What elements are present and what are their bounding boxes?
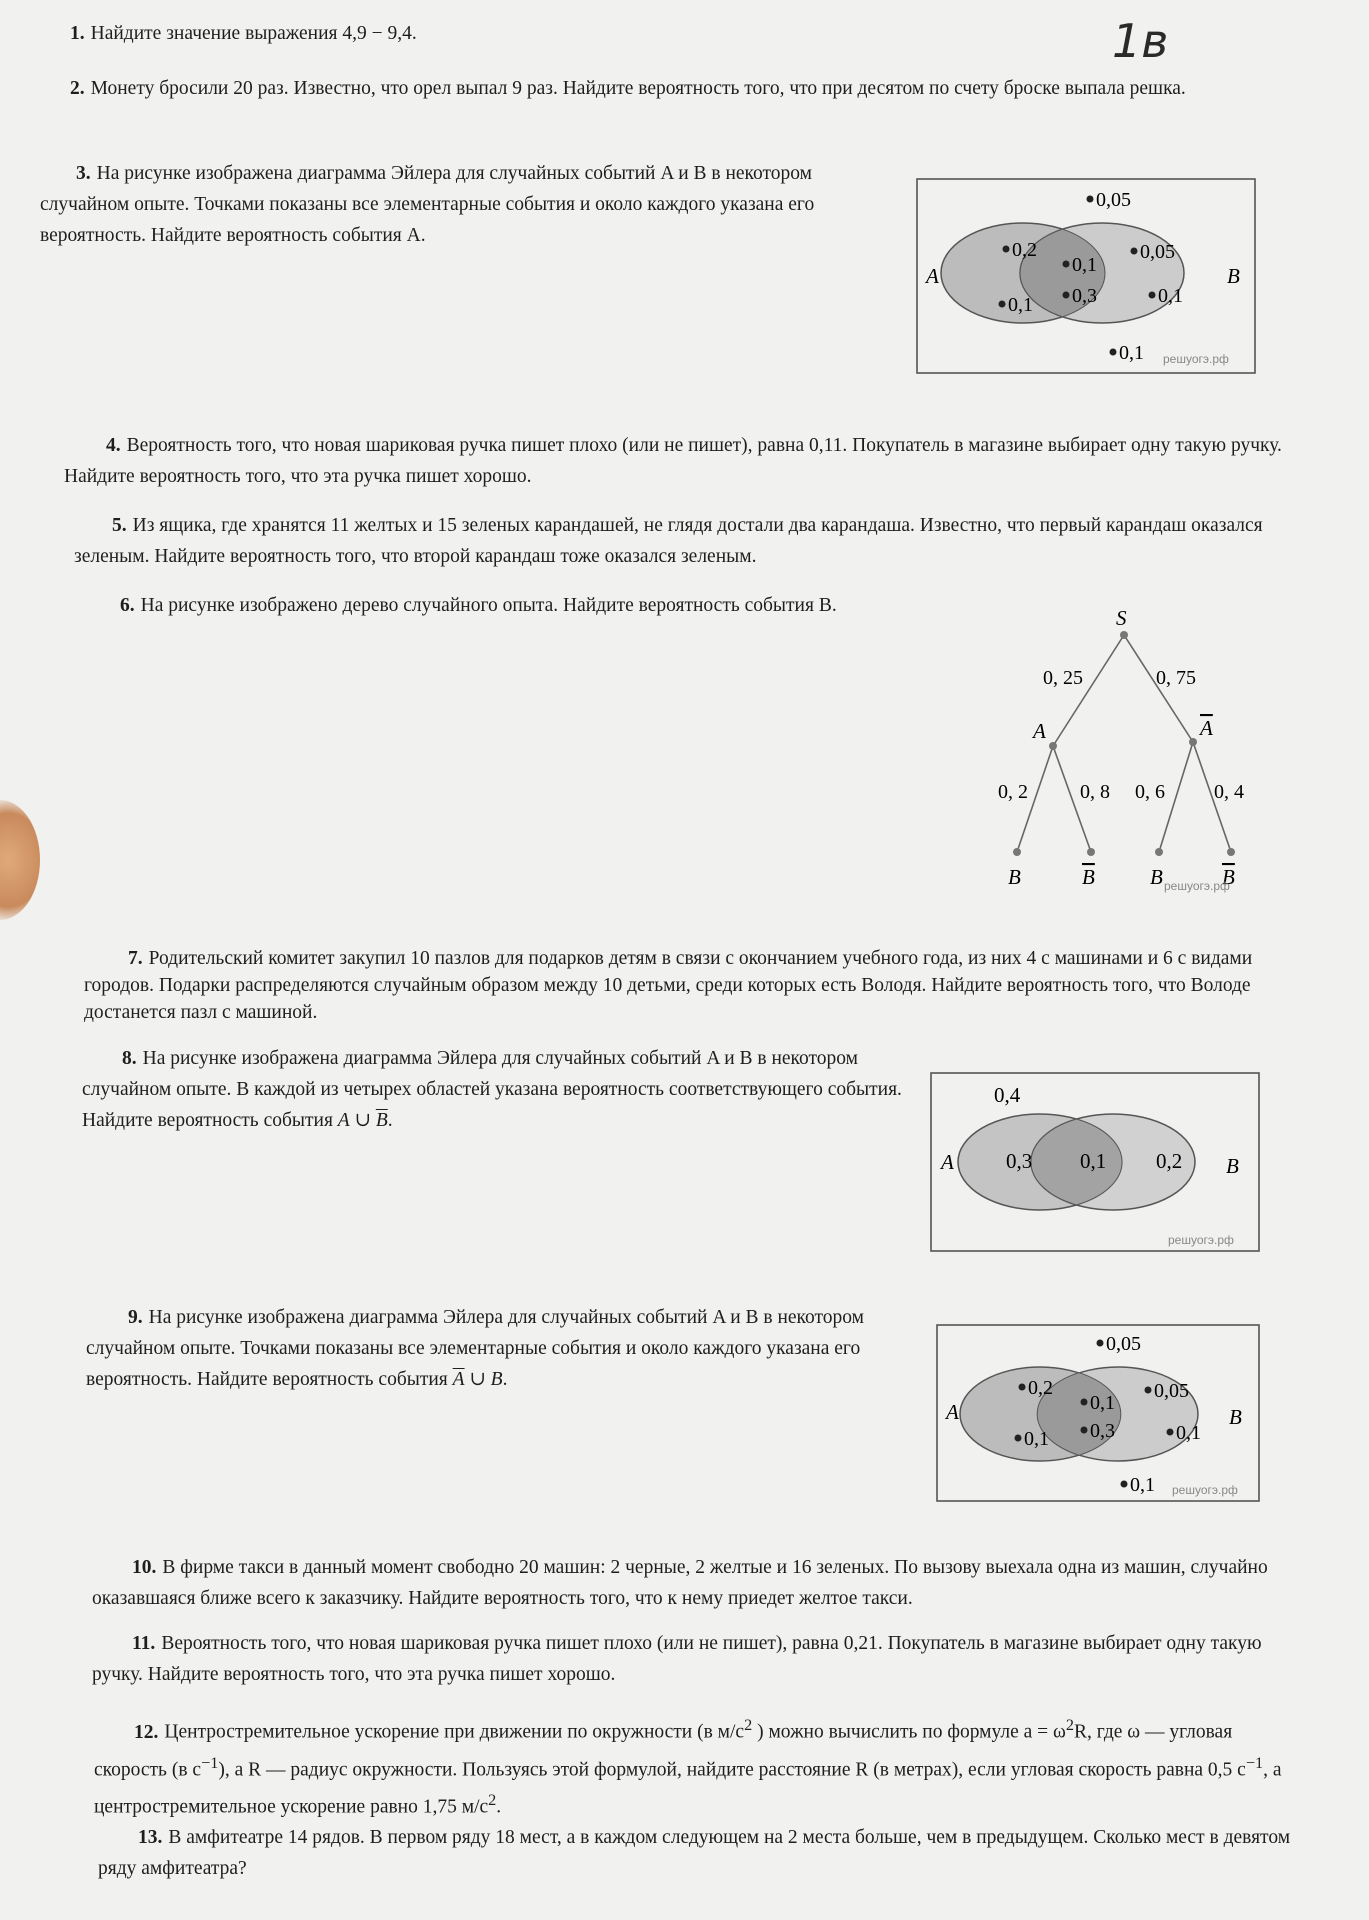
task-number: 6. — [120, 595, 135, 616]
leaf-b-bar-1: B — [1082, 865, 1095, 889]
prob-outside-top: 0,05 — [1106, 1333, 1141, 1355]
task-text-end: . — [502, 1369, 508, 1390]
prob-a-only: 0,3 — [1006, 1149, 1033, 1173]
task-text: Родительский комитет закупил 10 пазлов для подарков детям в связи с окончанием учебного года, из них 4 с машинами и 6 с видами городов. Подарки распределяются случайным образом между 10 детьми, среди которых есть Володя. Найдите вероятность того, что Володе достанется пазл с машиной. — [84, 948, 1253, 1023]
task-number: 11. — [132, 1633, 156, 1654]
probability-tree-task-6 — [980, 602, 1270, 902]
label-a: A — [926, 264, 939, 288]
expr-b-complement: $\overline{B}$ — [375, 1110, 388, 1131]
prob-b-only-1: 0,05 — [1140, 241, 1175, 263]
prob-outside-bottom: 0,1 — [1130, 1474, 1155, 1496]
superscript: 2 — [488, 1791, 497, 1809]
task-number: 5. — [112, 515, 127, 536]
expr-a-complement: $\overline{A}$ — [452, 1369, 465, 1390]
leaf-b-2: B — [1150, 865, 1163, 889]
prob-a-only-1: 0,2 — [1012, 239, 1037, 261]
task-number: 2. — [70, 78, 85, 99]
task-number: 8. — [122, 1048, 137, 1069]
prob-intersection: 0,1 — [1080, 1149, 1107, 1173]
task-10 — [92, 1552, 1292, 1614]
prob-a-only-1: 0,2 — [1028, 1377, 1053, 1399]
prob-b-only: 0,2 — [1156, 1149, 1183, 1173]
label-b: B — [1229, 1405, 1242, 1429]
task-text: Монету бросили 20 раз. Известно, что орел выпал 9 раз. Найдите вероятность того, что при десятом по счету броске выпала решка. — [90, 78, 1186, 99]
prob-outside-top: 0,05 — [1096, 189, 1131, 211]
expr-union: ∪ — [464, 1369, 491, 1390]
task-number: 12. — [134, 1721, 159, 1743]
node-a: A — [1033, 719, 1046, 743]
task-12 — [94, 1710, 1294, 1823]
prob-a-bar-to-b-bar: 0, 4 — [1214, 781, 1244, 803]
task-text: На рисунке изображено дерево случайного опыта. Найдите вероятность события B. — [140, 595, 837, 616]
euler-diagram-task-8 — [930, 1072, 1260, 1252]
label-b: B — [1226, 1154, 1239, 1178]
superscript: 2 — [1065, 1716, 1075, 1734]
prob-a-only-2: 0,1 — [1024, 1428, 1049, 1450]
label-a: A — [946, 1400, 959, 1424]
watermark: решуогэ.рф — [1163, 352, 1229, 366]
task-number: 1. — [70, 23, 85, 44]
prob-intersection-1: 0,1 — [1072, 254, 1097, 276]
prob-b-only-2: 0,1 — [1158, 285, 1183, 307]
task-9 — [86, 1302, 918, 1395]
task-text: Вероятность того, что новая шариковая ручка пишет плохо (или не пишет), равна 0,21. Покупатель в магазине выбирает одну такую ручку. Найдите вероятность того, что эта ручка пишет хорошо. — [92, 1633, 1262, 1685]
prob-a-to-b-bar: 0, 8 — [1080, 781, 1110, 803]
task-text-1: Центростремительное ускорение при движении по окружности (в м/с — [164, 1721, 745, 1743]
task-number: 7. — [128, 948, 143, 969]
task-2 — [34, 73, 1284, 104]
label-a: A — [941, 1150, 954, 1174]
prob-b-only-1: 0,05 — [1154, 1380, 1189, 1402]
prob-outside-bottom: 0,1 — [1119, 342, 1144, 364]
task-1 — [70, 18, 1250, 49]
prob-s-to-a: 0, 25 — [1043, 667, 1083, 689]
node-s: S — [1116, 606, 1127, 630]
task-number: 4. — [106, 435, 121, 456]
leaf-b-1: B — [1008, 865, 1021, 889]
prob-a-bar-to-b: 0, 6 — [1135, 781, 1165, 803]
leaf-b-bar-2: B — [1222, 865, 1235, 889]
task-text-3: R, где ω — угловая скорость (в с — [94, 1721, 1233, 1780]
task-text: Найдите значение выражения 4,9 − 9,4. — [90, 23, 417, 44]
task-13 — [98, 1822, 1298, 1884]
task-text: На рисунке изображена диаграмма Эйлера для случайных событий A и B в некотором случайном опыте. Точками показаны все элементарные события и около каждого указана его вероятность. Найдите вероятность события — [86, 1307, 865, 1390]
task-number: 3. — [76, 163, 91, 184]
superscript: −1 — [201, 1753, 219, 1772]
euler-diagram-task-3 — [916, 178, 1256, 374]
task-8 — [82, 1043, 914, 1136]
task-text-2: ) можно вычислить по формуле a = ω — [752, 1721, 1066, 1743]
expr-a: A — [337, 1110, 350, 1131]
task-11 — [92, 1628, 1292, 1690]
superscript: −1 — [1245, 1753, 1264, 1772]
task-7 — [84, 945, 1284, 1026]
expr-union: ∪ — [349, 1110, 376, 1131]
prob-intersection-2: 0,3 — [1072, 285, 1097, 307]
handwritten-variant-mark: 1в — [1112, 14, 1169, 68]
euler-diagram-task-9 — [936, 1324, 1260, 1502]
expr-b: B — [490, 1369, 503, 1390]
task-6 — [120, 590, 920, 621]
task-text: На рисунке изображена диаграмма Эйлера для случайных событий A и B в некотором случайном опыте. Точками показаны все элементарные события и около каждого указана его вероятность. Найдите вероятность события A. — [40, 163, 815, 246]
task-number: 13. — [138, 1827, 163, 1848]
task-5 — [74, 510, 1296, 572]
task-text: Из ящика, где хранятся 11 желтых и 15 зеленых карандашей, не глядя достали два карандаша. Известно, что первый карандаш оказался зеленым. Найдите вероятность того, что второй карандаш тоже оказался зеленым. — [74, 515, 1263, 567]
finger-shadow — [0, 800, 40, 920]
task-text-end: . — [387, 1110, 393, 1131]
task-text: На рисунке изображена диаграмма Эйлера для случайных событий A и B в некотором случайном опыте. В каждой из четырех областей указана вероятность соответствующего события. Найдите вероятность события — [82, 1048, 902, 1131]
prob-s-to-a-bar: 0, 75 — [1156, 667, 1196, 689]
label-b: B — [1227, 264, 1240, 288]
prob-a-to-b: 0, 2 — [998, 781, 1028, 803]
task-text-6: . — [496, 1796, 502, 1818]
prob-outside: 0,4 — [994, 1083, 1021, 1107]
task-number: 10. — [132, 1557, 157, 1578]
watermark: решуогэ.рф — [1168, 1233, 1234, 1247]
task-4 — [64, 430, 1294, 492]
prob-b-only-2: 0,1 — [1176, 1422, 1201, 1444]
task-text-5: , а центростремительное ускорение равно 1,75 м/с — [94, 1759, 1282, 1818]
task-number: 9. — [128, 1307, 143, 1328]
prob-intersection-1: 0,1 — [1090, 1392, 1115, 1414]
task-text: Вероятность того, что новая шариковая ручка пишет плохо (или не пишет), равна 0,11. Покупатель в магазине выбирает одну такую ручку. Найдите вероятность того, что эта ручка пишет хорошо. — [64, 435, 1282, 487]
task-text: В фирме такси в данный момент свободно 20 машин: 2 черные, 2 желтые и 16 зеленых. По вызову выехала одна из машин, случайно оказавшаяся ближе всего к заказчику. Найдите вероятность того, что к нему приедет желтое такси. — [92, 1557, 1268, 1609]
watermark: решуогэ.рф — [1164, 879, 1230, 893]
task-text: В амфитеатре 14 рядов. В первом ряду 18 мест, а в каждом следующем на 2 места больше, чем в предыдущем. Сколько мест в девятом ряду амфитеатра? — [98, 1827, 1291, 1879]
watermark: решуогэ.рф — [1172, 1483, 1238, 1497]
task-text-4: ), а R — радиус окружности. Пользуясь этой формулой, найдите расстояние R (в метрах), если угловая скорость равна 0,5 с — [218, 1759, 1246, 1780]
task-3 — [40, 158, 890, 251]
prob-intersection-2: 0,3 — [1090, 1420, 1115, 1442]
prob-a-only-2: 0,1 — [1008, 294, 1033, 316]
node-a-bar: A — [1200, 716, 1213, 740]
superscript: 2 — [744, 1716, 753, 1734]
